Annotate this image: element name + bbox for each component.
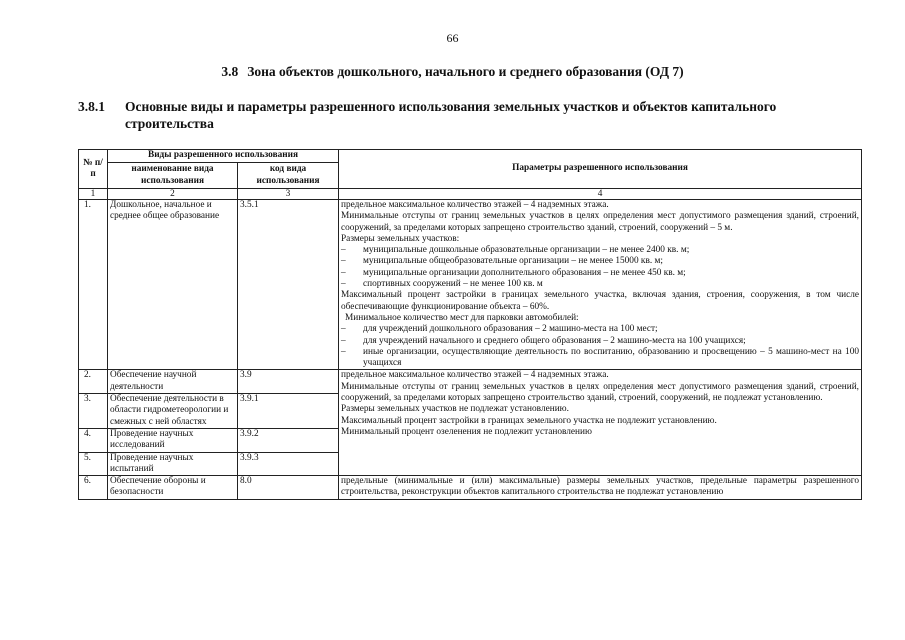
list-item xyxy=(341,324,859,335)
param-not-applicable: предельные (минимальные и (или) максимальные) размеры земельных участков, предельные параметры разрешенного строительства, реконструкции объектов капитального строительства не подлежат установлению xyxy=(341,476,860,498)
param-sizes: Размеры земельных участков не подлежат установлению. xyxy=(341,404,569,415)
use-code: 3.9 xyxy=(238,370,339,394)
header-use-name: наименование вида использования xyxy=(108,163,238,189)
list-item-text: иные организации, осуществляющие деятельность по воспитанию, образованию и просвещению – 5 машино-мест на 100 учащихся xyxy=(363,346,860,369)
list-item-text: муниципальные общеобразовательные организации – не менее 15000 кв. м; xyxy=(363,256,663,267)
row-number: 2. xyxy=(79,370,108,394)
dash-bullet: – xyxy=(341,346,346,357)
section-heading xyxy=(0,64,905,80)
params-cell xyxy=(339,370,862,476)
section-title: Зона объектов дошкольного, начального и среднего образования (ОД 7) xyxy=(247,64,684,79)
column-number: 2 xyxy=(108,189,238,200)
column-number: 1 xyxy=(79,189,108,200)
param-greening: Минимальный процент озеленения не подлежит установлению xyxy=(341,426,592,437)
use-code: 3.5.1 xyxy=(238,200,339,370)
table-row xyxy=(79,370,862,394)
use-name: Проведение научных испытаний xyxy=(108,452,238,476)
subsection-title: Основные виды и параметры разрешенного использования земельных участков и объектов капитального строительства xyxy=(125,99,777,131)
param-sizes-title: Размеры земельных участков: xyxy=(341,233,460,244)
list-item xyxy=(341,347,859,370)
table-row xyxy=(79,476,862,500)
row-number: 5. xyxy=(79,452,108,476)
dash-bullet: – xyxy=(341,245,346,256)
param-floors: предельное максимальное количество этажей – 4 надземных этажа. xyxy=(341,200,609,210)
param-coverage: Максимальный процент застройки в границах земельного участка, включая здания, строения, сооружения, в том числе обеспечивающие функционирование объекта – 60%. xyxy=(341,290,860,312)
row-number: 3. xyxy=(79,394,108,429)
permitted-use-table xyxy=(78,149,862,500)
params-cell xyxy=(339,200,862,370)
list-item xyxy=(341,245,859,256)
column-number-row xyxy=(79,189,862,200)
list-item-text: муниципальные дошкольные образовательные организации – не менее 2400 кв. м; xyxy=(363,245,690,256)
list-item-text: для учреждений начального и среднего общего образования – 2 машино-места на 100 учащихся; xyxy=(363,335,746,346)
column-number: 3 xyxy=(238,189,339,200)
use-code: 3.9.3 xyxy=(238,452,339,476)
use-code: 3.9.1 xyxy=(238,394,339,429)
dash-bullet: – xyxy=(341,279,346,290)
dash-bullet: – xyxy=(341,267,346,278)
param-setbacks: Минимальные отступы от границ земельных участков в целях определения мест допустимого размещения зданий, строений, сооружений, за пределами которых запрещено строительство зданий, строений, сооружений, не подлежат установлению. xyxy=(341,381,860,404)
row-number: 1. xyxy=(79,200,108,370)
section-number: 3.8 xyxy=(221,64,239,79)
list-item-text: для учреждений дошкольного образования – 2 машино-места на 100 мест; xyxy=(363,324,658,335)
params-cell xyxy=(339,476,862,500)
use-name: Обеспечение обороны и безопасности xyxy=(108,476,238,500)
use-name: Дошкольное, начальное и среднее общее образование xyxy=(108,200,238,370)
use-code: 8.0 xyxy=(238,476,339,500)
list-item xyxy=(341,279,859,290)
table-row xyxy=(79,200,862,370)
use-code: 3.9.2 xyxy=(238,428,339,452)
list-item-text: муниципальные организации дополнительного образования – не менее 450 кв. м; xyxy=(363,267,686,278)
page-number: 66 xyxy=(446,31,459,45)
use-name: Проведение научных исследований xyxy=(108,428,238,452)
column-number: 4 xyxy=(339,189,862,200)
param-floors: предельное максимальное количество этажей – 4 надземных этажа. xyxy=(341,370,609,381)
use-name: Обеспечение деятельности в области гидрометеорологии и смежных с ней областях xyxy=(108,394,238,429)
param-coverage: Максимальный процент застройки в границах земельного участка не подлежит установлению. xyxy=(341,415,717,426)
dash-bullet: – xyxy=(341,335,346,346)
row-number: 6. xyxy=(79,476,108,500)
param-setbacks: Минимальные отступы от границ земельных участков в целях определения мест допустимого размещения зданий, строений, сооружений, за пределами которых запрещено строительство зданий, строений, сооружений – 5 м. xyxy=(341,211,860,233)
table-header-row xyxy=(79,150,862,163)
row-number: 4. xyxy=(79,428,108,452)
subsection-heading xyxy=(78,98,868,132)
param-parking-title: Минимальное количество мест для парковки автомобилей: xyxy=(345,312,579,323)
header-use-types: Виды разрешенного использования xyxy=(108,150,339,163)
dash-bullet: – xyxy=(341,324,346,335)
list-item-text: спортивных сооружений – не менее 100 кв. м xyxy=(363,279,543,290)
use-name: Обеспечение научной деятельности xyxy=(108,370,238,394)
subsection-number: 3.8.1 xyxy=(78,99,105,114)
header-use-code: код вида использования xyxy=(238,163,339,189)
header-num: № п/п xyxy=(79,150,108,189)
list-item xyxy=(341,256,859,267)
list-item xyxy=(341,336,859,347)
header-params: Параметры разрешенного использования xyxy=(339,150,862,189)
dash-bullet: – xyxy=(341,256,346,267)
list-item xyxy=(341,268,859,279)
